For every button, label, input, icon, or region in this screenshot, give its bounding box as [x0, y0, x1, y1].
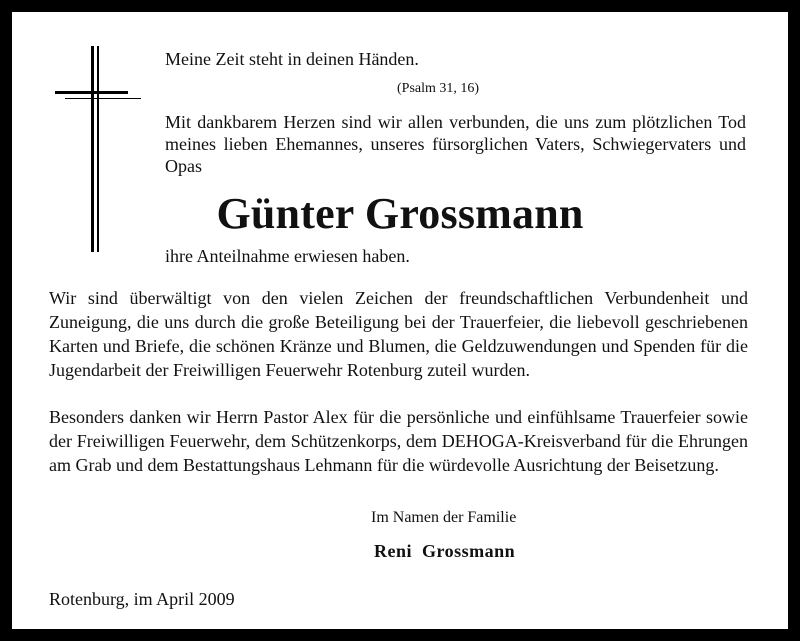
- thanks-paragraph-2: Besonders danken wir Herrn Pastor Alex für die persönliche und einfühlsame Trauerfeier sowie der Freiwilligen Feuerwehr, dem Schützenkorps, dem DEHOGA-Kreisverband für die Ehrungen am Grab und dem Bestattungshaus Lehmann für die würdevolle Ausrichtung der Beisetzung.: [49, 407, 748, 475]
- closing-line: Im Namen der Familie: [371, 509, 517, 526]
- bible-motto: Meine Zeit steht in deinen Händen.: [165, 49, 419, 69]
- psalm-reference: (Psalm 31, 16): [397, 81, 480, 96]
- place-date: Rotenburg, im April 2009: [49, 589, 235, 609]
- cross-horizontal-bar-thin: [65, 98, 141, 99]
- cross-horizontal-bar: [55, 91, 128, 94]
- deceased-name: Günter Grossmann: [216, 189, 584, 238]
- thanks-paragraph-1: Wir sind überwältigt von den vielen Zeichen der freundschaftlichen Verbundenheit und Zuneigung, die uns durch die große Beteiligung bei der Trauerfeier, die liebevoll geschriebenen Karten und Briefe, die schönen Kränze und Blumen, die Geldzuwendungen und Spenden für die Jugendarbeit der Freiwilligen Feuerwehr Rotenburg zuteil wurden.: [49, 288, 748, 380]
- intro-text: Mit dankbarem Herzen sind wir allen verbunden, die uns zum plötzlichen Tod meines lieben Ehemannes, unseres fürsorglichen Vaters, Schwiegervaters und Opas: [165, 112, 746, 176]
- signer-name: Reni Grossmann: [374, 541, 516, 561]
- sympathy-line: ihre Anteilnahme erwiesen haben.: [165, 246, 410, 266]
